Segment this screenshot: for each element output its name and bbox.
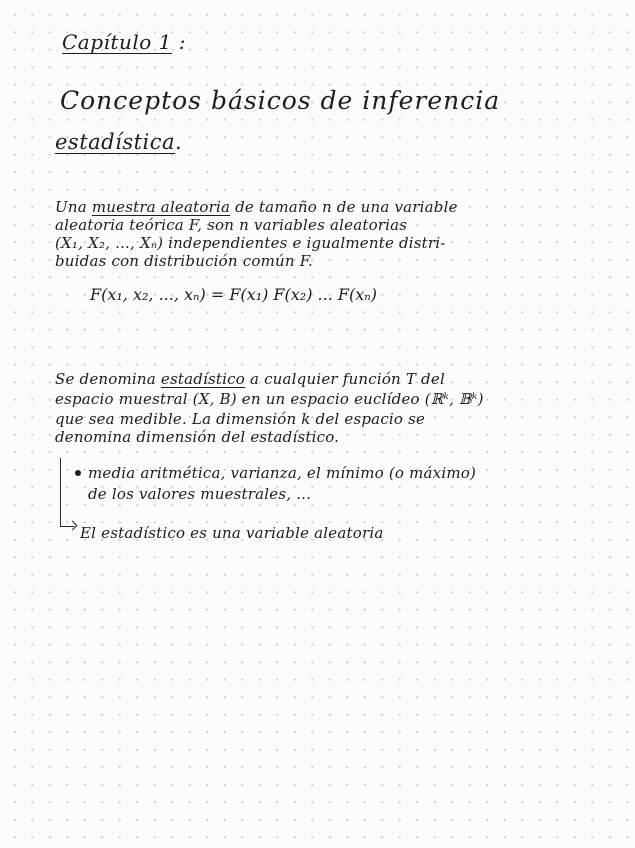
chapter-heading [62,30,186,54]
p1-line1-start: Una [55,198,92,216]
chapter-title-period: . [175,130,183,154]
p1-line4: buidas con distribución común F. [55,252,313,270]
term-estadistico: estadístico [160,370,245,388]
p1-line1-end: de tamaño n de una variable [230,198,458,216]
p1-line2: aleatoria teórica F, son n variables aleatorias [55,216,408,234]
p2-line2: espacio muestral (X, B) en un espacio euclídeo (ℝᵏ, 𝔹ᵏ) [55,390,484,408]
bullet-line2: de los valores muestrales, ... [88,485,312,503]
bullet-bracket-line [60,458,61,526]
bullet-line1: media aritmética, varianza, el mínimo (o máximo) [88,464,477,482]
chapter-title-line2 [55,130,182,154]
p2-line1-end: a cualquier función T del [245,370,445,388]
arrow-right-icon [60,526,74,527]
p1-line1 [55,198,458,216]
chapter-title-word: estadística [55,130,176,154]
chapter-title-line1: Conceptos básicos de inferencia [60,86,501,115]
p2-line1 [55,370,445,388]
p2-line1-start: Se denomina [55,370,161,388]
p2-line3: que sea medible. La dimensión k del espacio se [55,410,426,428]
bullet-dot-icon [75,470,81,476]
joint-distribution-formula: F(x₁, x₂, ..., xₙ) = F(x₁) F(x₂) ... F(xₙ) [90,285,377,304]
chapter-label: Capítulo 1 [62,30,172,54]
chapter-colon: : [178,30,186,54]
note-line: El estadístico es una variable aleatoria [80,524,384,542]
term-muestra-aleatoria: muestra aleatoria [91,198,231,216]
p2-line4: denomina dimensión del estadístico. [55,428,340,446]
p1-line3: (X₁, X₂, ..., Xₙ) independientes e igualmente distri- [55,234,446,252]
